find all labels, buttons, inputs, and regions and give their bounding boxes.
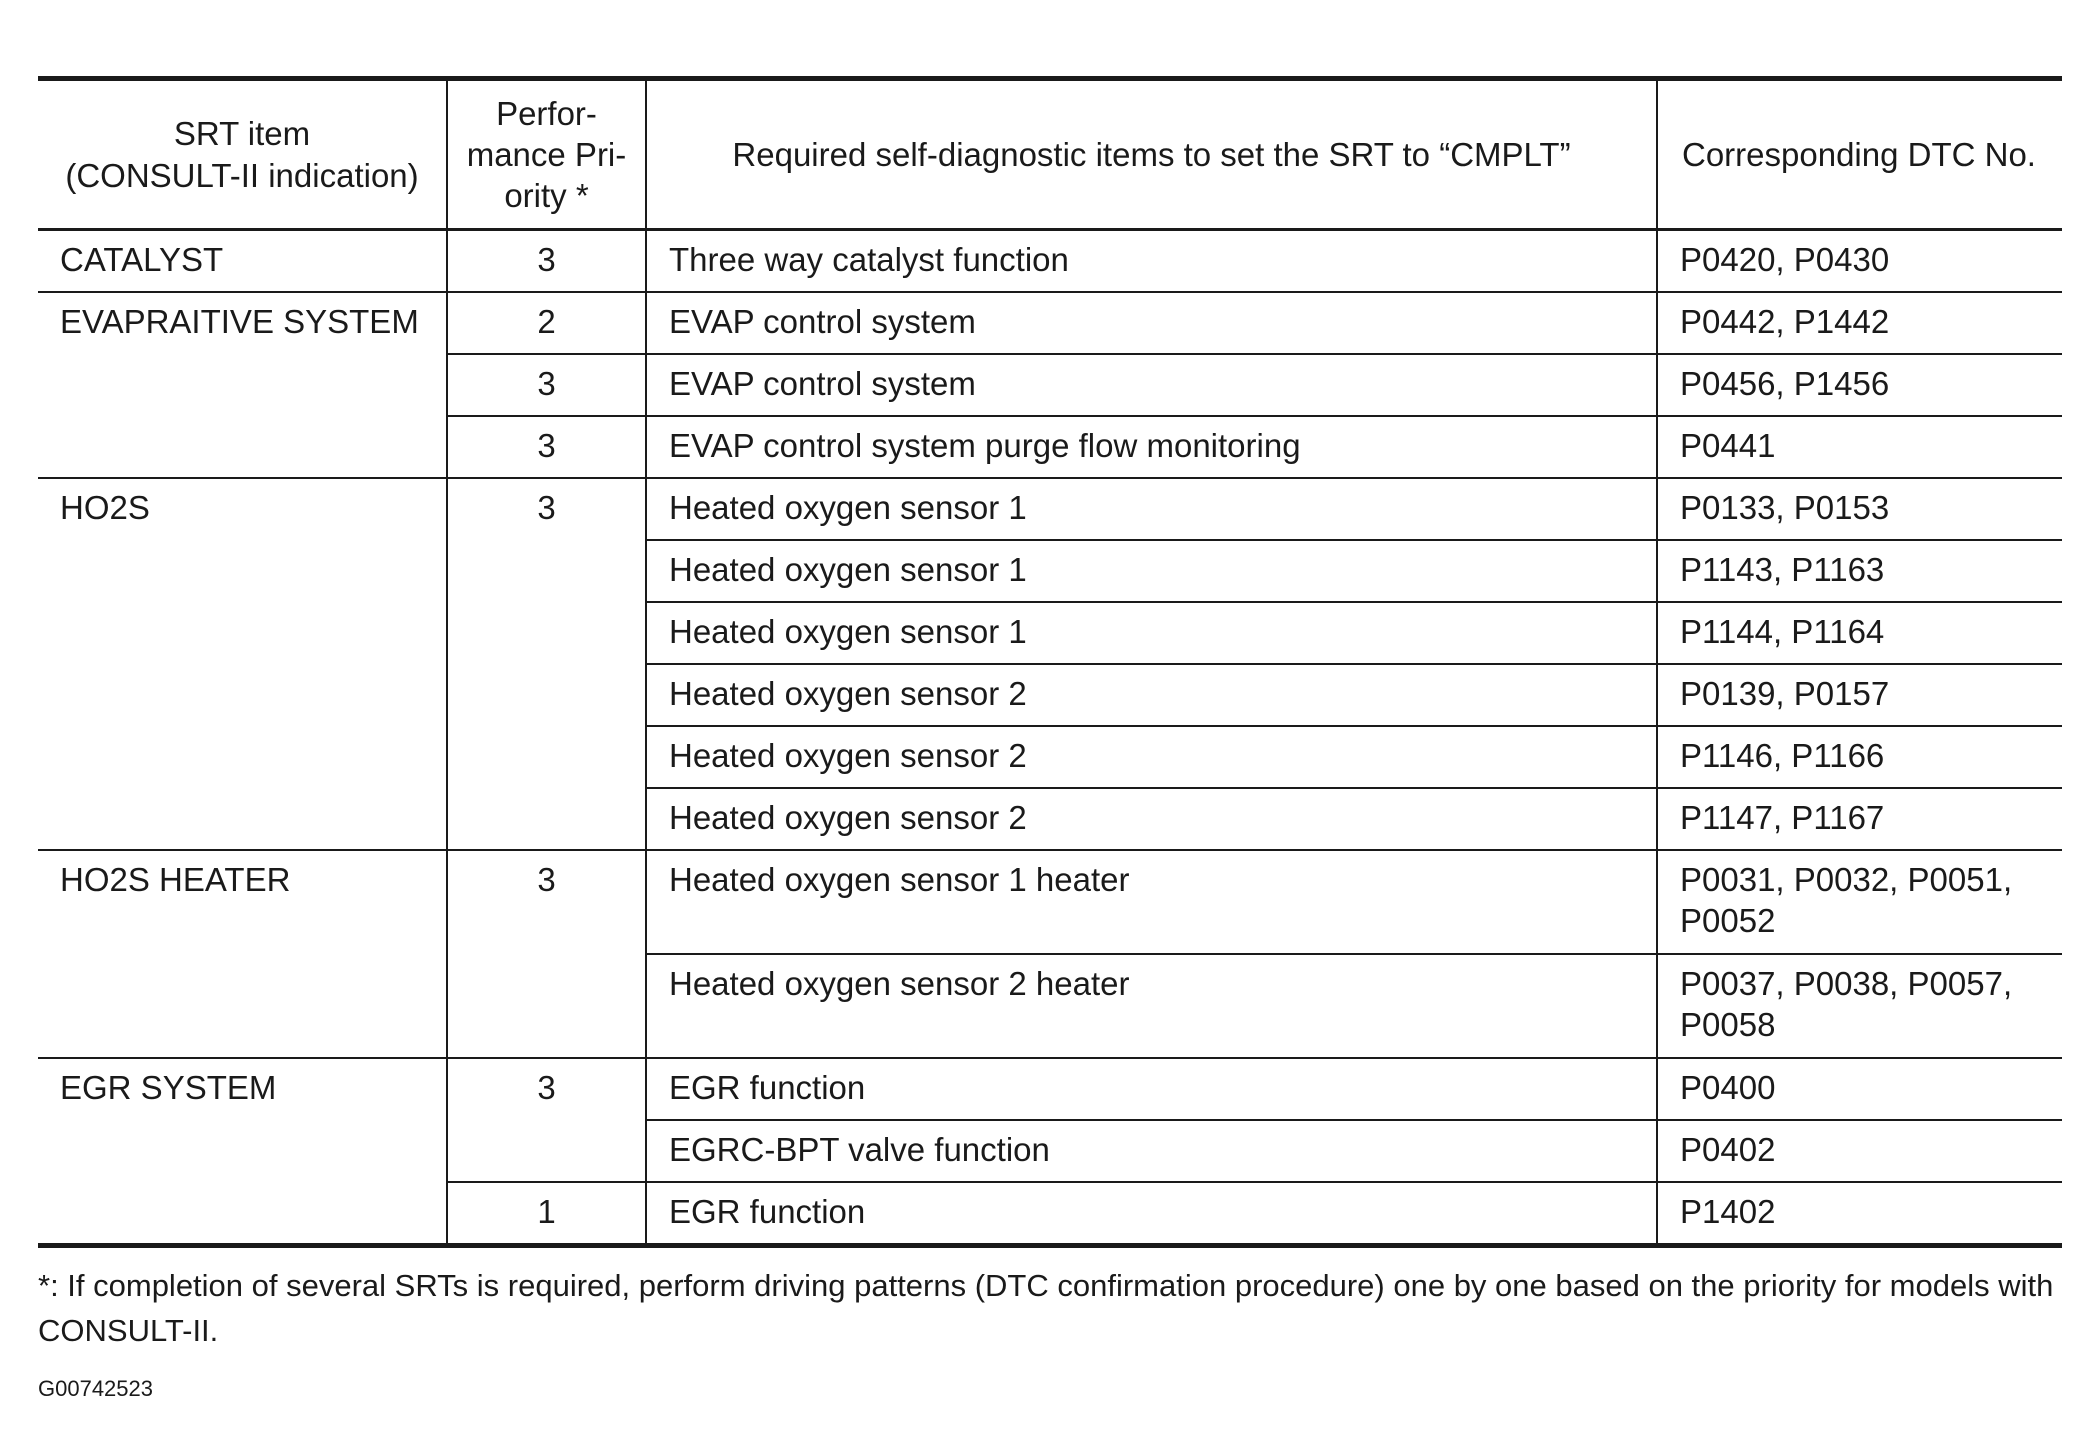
priority-cell: 3 (447, 850, 646, 1058)
table-header-row (38, 79, 2062, 230)
priority-footnote: *: If completion of several SRTs is required, perform driving patterns (DTC confirmation procedure) one by one based on the priority for models with CONSULT-II. (38, 1268, 2054, 1348)
dtc-cell: P1143, P1163 (1657, 540, 2062, 602)
header-srt-item (38, 79, 447, 230)
required-item-cell: EVAP control system (646, 292, 1657, 354)
srt-document (38, 76, 2062, 1402)
header-required-items (646, 79, 1657, 230)
required-item-cell: Heated oxygen sensor 1 (646, 602, 1657, 664)
dtc-cell: P0037, P0038, P0057, P0058 (1657, 954, 2062, 1058)
required-item-cell: Heated oxygen sensor 1 (646, 478, 1657, 540)
required-item-cell: EVAP control system (646, 354, 1657, 416)
header-srt-item-text: SRT item (CONSULT-II indication) (65, 115, 419, 194)
dtc-cell: P0400 (1657, 1058, 2062, 1120)
required-item-cell: Heated oxygen sensor 1 heater (646, 850, 1657, 954)
required-item-cell: EGR function (646, 1058, 1657, 1120)
priority-cell: 3 (447, 478, 646, 850)
table-row (38, 1058, 2062, 1120)
priority-cell: 3 (447, 354, 646, 416)
srt-cell: HO2S HEATER (38, 850, 447, 1058)
srt-cell: HO2S (38, 478, 447, 850)
dtc-cell: P0420, P0430 (1657, 230, 2062, 293)
dtc-cell: P0442, P1442 (1657, 292, 2062, 354)
required-item-cell: Heated oxygen sensor 2 heater (646, 954, 1657, 1058)
dtc-cell: P0456, P1456 (1657, 354, 2062, 416)
figure-code: G00742523 (38, 1375, 153, 1401)
dtc-cell: P1146, P1166 (1657, 726, 2062, 788)
priority-cell: 2 (447, 292, 646, 354)
required-item-cell: EGRC-BPT valve function (646, 1120, 1657, 1182)
table-row (38, 850, 2062, 954)
table-row (38, 292, 2062, 354)
srt-cell: CATALYST (38, 230, 447, 293)
dtc-cell: P1144, P1164 (1657, 602, 2062, 664)
dtc-cell: P0031, P0032, P0051, P0052 (1657, 850, 2062, 954)
dtc-cell: P1147, P1167 (1657, 788, 2062, 850)
srt-cell: EVAPRAITIVE SYSTEM (38, 292, 447, 478)
required-item-cell: EGR function (646, 1182, 1657, 1246)
required-item-cell: Heated oxygen sensor 1 (646, 540, 1657, 602)
dtc-cell: P0133, P0153 (1657, 478, 2062, 540)
required-item-cell: Heated oxygen sensor 2 (646, 726, 1657, 788)
required-item-cell: Heated oxygen sensor 2 (646, 788, 1657, 850)
priority-cell: 3 (447, 1058, 646, 1182)
header-dtc-text: Corresponding DTC No. (1682, 135, 2036, 173)
header-priority-text: Perfor- mance Pri- ority * (466, 94, 627, 215)
srt-table (38, 76, 2062, 1248)
header-priority (447, 79, 646, 230)
required-item-cell: EVAP control system purge flow monitoring (646, 416, 1657, 478)
dtc-cell: P0402 (1657, 1120, 2062, 1182)
priority-cell: 3 (447, 416, 646, 478)
table-row (38, 230, 2062, 293)
srt-cell: EGR SYSTEM (38, 1058, 447, 1246)
priority-cell: 1 (447, 1182, 646, 1246)
dtc-cell: P0139, P0157 (1657, 664, 2062, 726)
header-dtc (1657, 79, 2062, 230)
required-item-cell: Heated oxygen sensor 2 (646, 664, 1657, 726)
header-required-items-text: Required self-diagnostic items to set the SRT to “CMPLT” (732, 135, 1571, 173)
dtc-cell: P1402 (1657, 1182, 2062, 1246)
required-item-cell: Three way catalyst function (646, 230, 1657, 293)
dtc-cell: P0441 (1657, 416, 2062, 478)
table-row (38, 478, 2062, 540)
priority-cell: 3 (447, 230, 646, 293)
